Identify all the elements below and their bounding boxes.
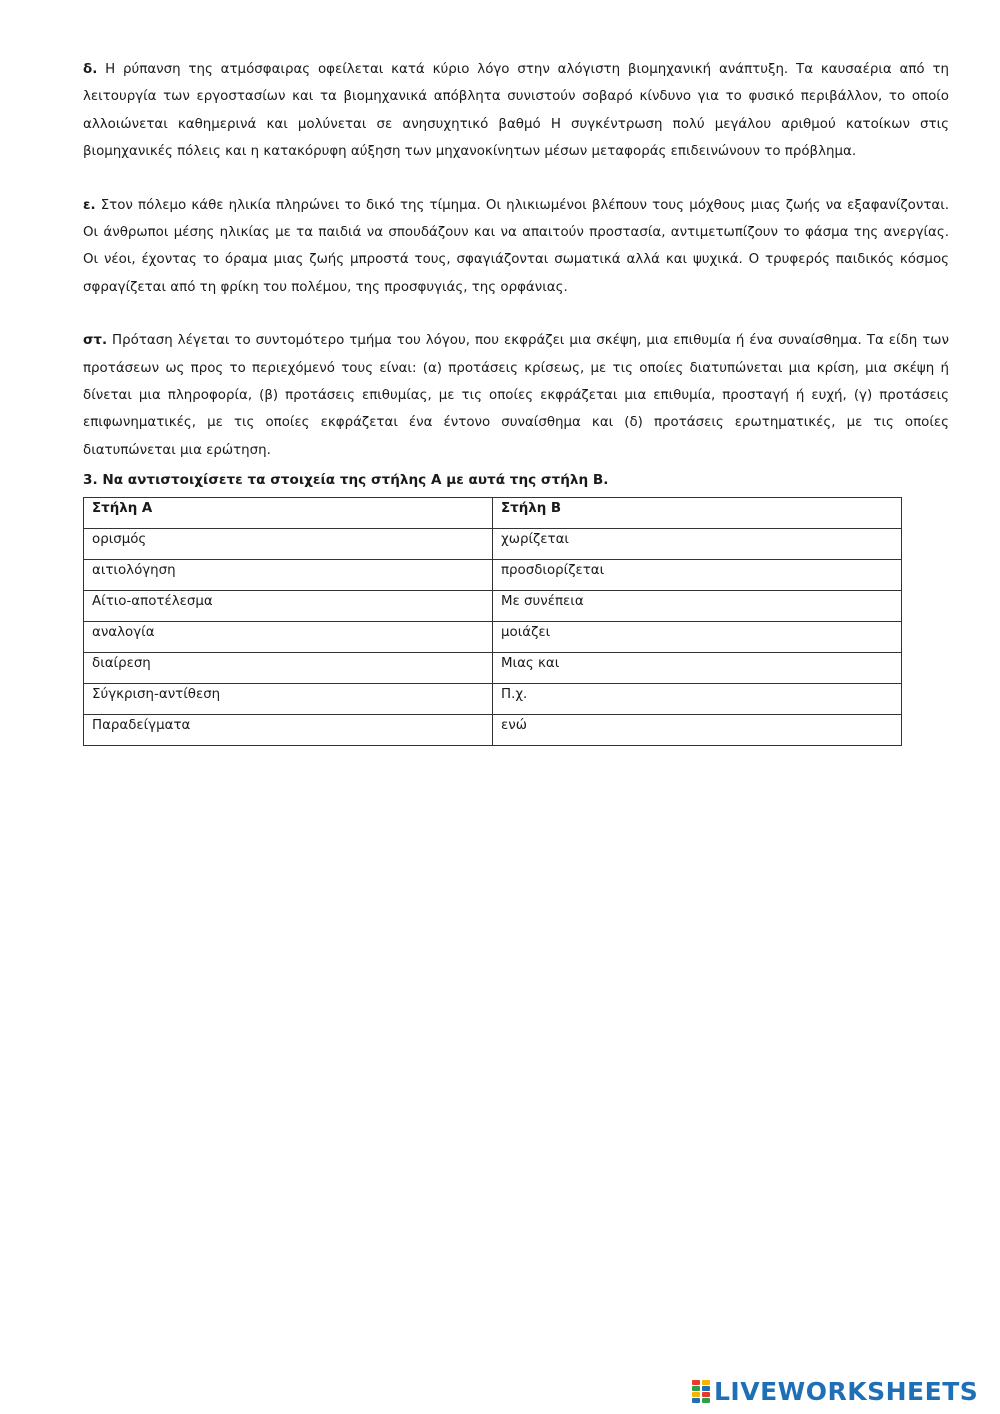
column-a-cell: διαίρεση xyxy=(84,653,493,684)
column-b-cell: μοιάζει xyxy=(493,622,902,653)
exercise-heading: 3. Να αντιστοιχίσετε τα στοιχεία της στήλης Α με αυτά της στήλη Β. xyxy=(83,472,609,488)
table-row xyxy=(84,560,902,591)
liveworksheets-logo[interactable] xyxy=(692,1376,978,1406)
paragraph-label: ε. xyxy=(83,197,96,213)
table-row xyxy=(84,529,902,560)
liveworksheets-logo-icon xyxy=(692,1380,710,1402)
paragraph-label: δ. xyxy=(83,62,98,77)
column-a-header: Στήλη Α xyxy=(84,498,493,529)
column-b-cell: Π.χ. xyxy=(493,684,902,715)
liveworksheets-logo-text: LIVEWORKSHEETS xyxy=(714,1376,979,1406)
matching-table xyxy=(83,497,902,746)
paragraph-epsilon xyxy=(83,192,949,302)
table-header-row xyxy=(84,498,902,529)
column-b-header: Στήλη Β xyxy=(493,498,902,529)
table-row xyxy=(84,622,902,653)
column-b-cell: Μιας και xyxy=(493,653,902,684)
column-b-cell: Με συνέπεια xyxy=(493,591,902,622)
table-row xyxy=(84,684,902,715)
paragraph-text: Πρόταση λέγεται το συντομότερο τμήμα του λόγου, που εκφράζει μια σκέψη, μια επιθυμία ή ένα συναίσθημα. Τα είδη των προτάσεων ως προς το περιεχόμενό τους είναι: (α) προτάσεις κρίσεως, με τις οποίες διατυπώνεται μια κρίση, μια σκέψη ή δίνεται μια πληροφορία, (β) προτάσεις επιθυμίας, με τις οποίες εκφράζεται μια επιθυμία, προσταγή ή ευχή, (γ) προτάσεις επιφωνηματικές, με τις οποίες εκφράζεται ένα έντονο συναίσθημα και (δ) προτάσεις ερωτηματικές, με τις οποίες διατυπώνεται μια ερώτηση. xyxy=(83,333,949,458)
paragraph-label: στ. xyxy=(83,333,108,349)
table-row xyxy=(84,653,902,684)
worksheet-page xyxy=(83,56,949,733)
paragraph-delta xyxy=(83,56,949,166)
table-row xyxy=(84,591,902,622)
table-row xyxy=(84,715,902,746)
column-b-cell: ενώ xyxy=(493,715,902,746)
column-a-cell: αιτιολόγηση xyxy=(84,560,493,591)
column-a-cell: Σύγκριση-αντίθεση xyxy=(84,684,493,715)
column-a-cell: ορισμός xyxy=(84,529,493,560)
paragraph-text: Η ρύπανση της ατμόσφαιρας οφείλεται κατά κύριο λόγο στην αλόγιστη βιομηχανική ανάπτυξη. Τα καυσαέρια από τη λειτουργία των εργοστασίων και τα βιομηχανικά απόβλητα συνιστούν σοβαρό κίνδυνο για το φυσικό περιβάλλον, το οποίο αλλοιώνεται καθημερινά και μολύνεται σε ανησυχητικό βαθμό Η συγκέντρωση πολύ μεγάλου αριθμού κατοίκων στις βιομηχανικές πόλεις και η κατακόρυφη αύξηση των μηχανοκίνητων μέσων μεταφοράς επιδεινώνουν το πρόβλημα. xyxy=(83,62,949,160)
column-a-cell: Παραδείγματα xyxy=(84,715,493,746)
column-a-cell: Αίτιο-αποτέλεσμα xyxy=(84,591,493,622)
column-a-cell: αναλογία xyxy=(84,622,493,653)
paragraph-text: Στον πόλεμο κάθε ηλικία πληρώνει το δικό της τίμημα. Οι ηλικιωμένοι βλέπουν τους μόχθους μιας ζωής να εξαφανίζονται. Οι άνθρωποι μέσης ηλικίας με τα παιδιά να σπουδάζουν και να απαιτούν προστασία, αντιμετωπίζουν το φάσμα της ανεργίας. Οι νέοι, έχοντας το όραμα μιας ζωής μπροστά τους, σφαγιάζονται σωματικά αλλά και ψυχικά. Ο τρυφερός παιδικός κόσμος σφραγίζεται από τη φρίκη του πολέμου, της προσφυγιάς, της ορφάνιας. xyxy=(83,197,949,295)
column-b-cell: προσδιορίζεται xyxy=(493,560,902,591)
paragraph-st xyxy=(83,327,949,464)
column-b-cell: χωρίζεται xyxy=(493,529,902,560)
